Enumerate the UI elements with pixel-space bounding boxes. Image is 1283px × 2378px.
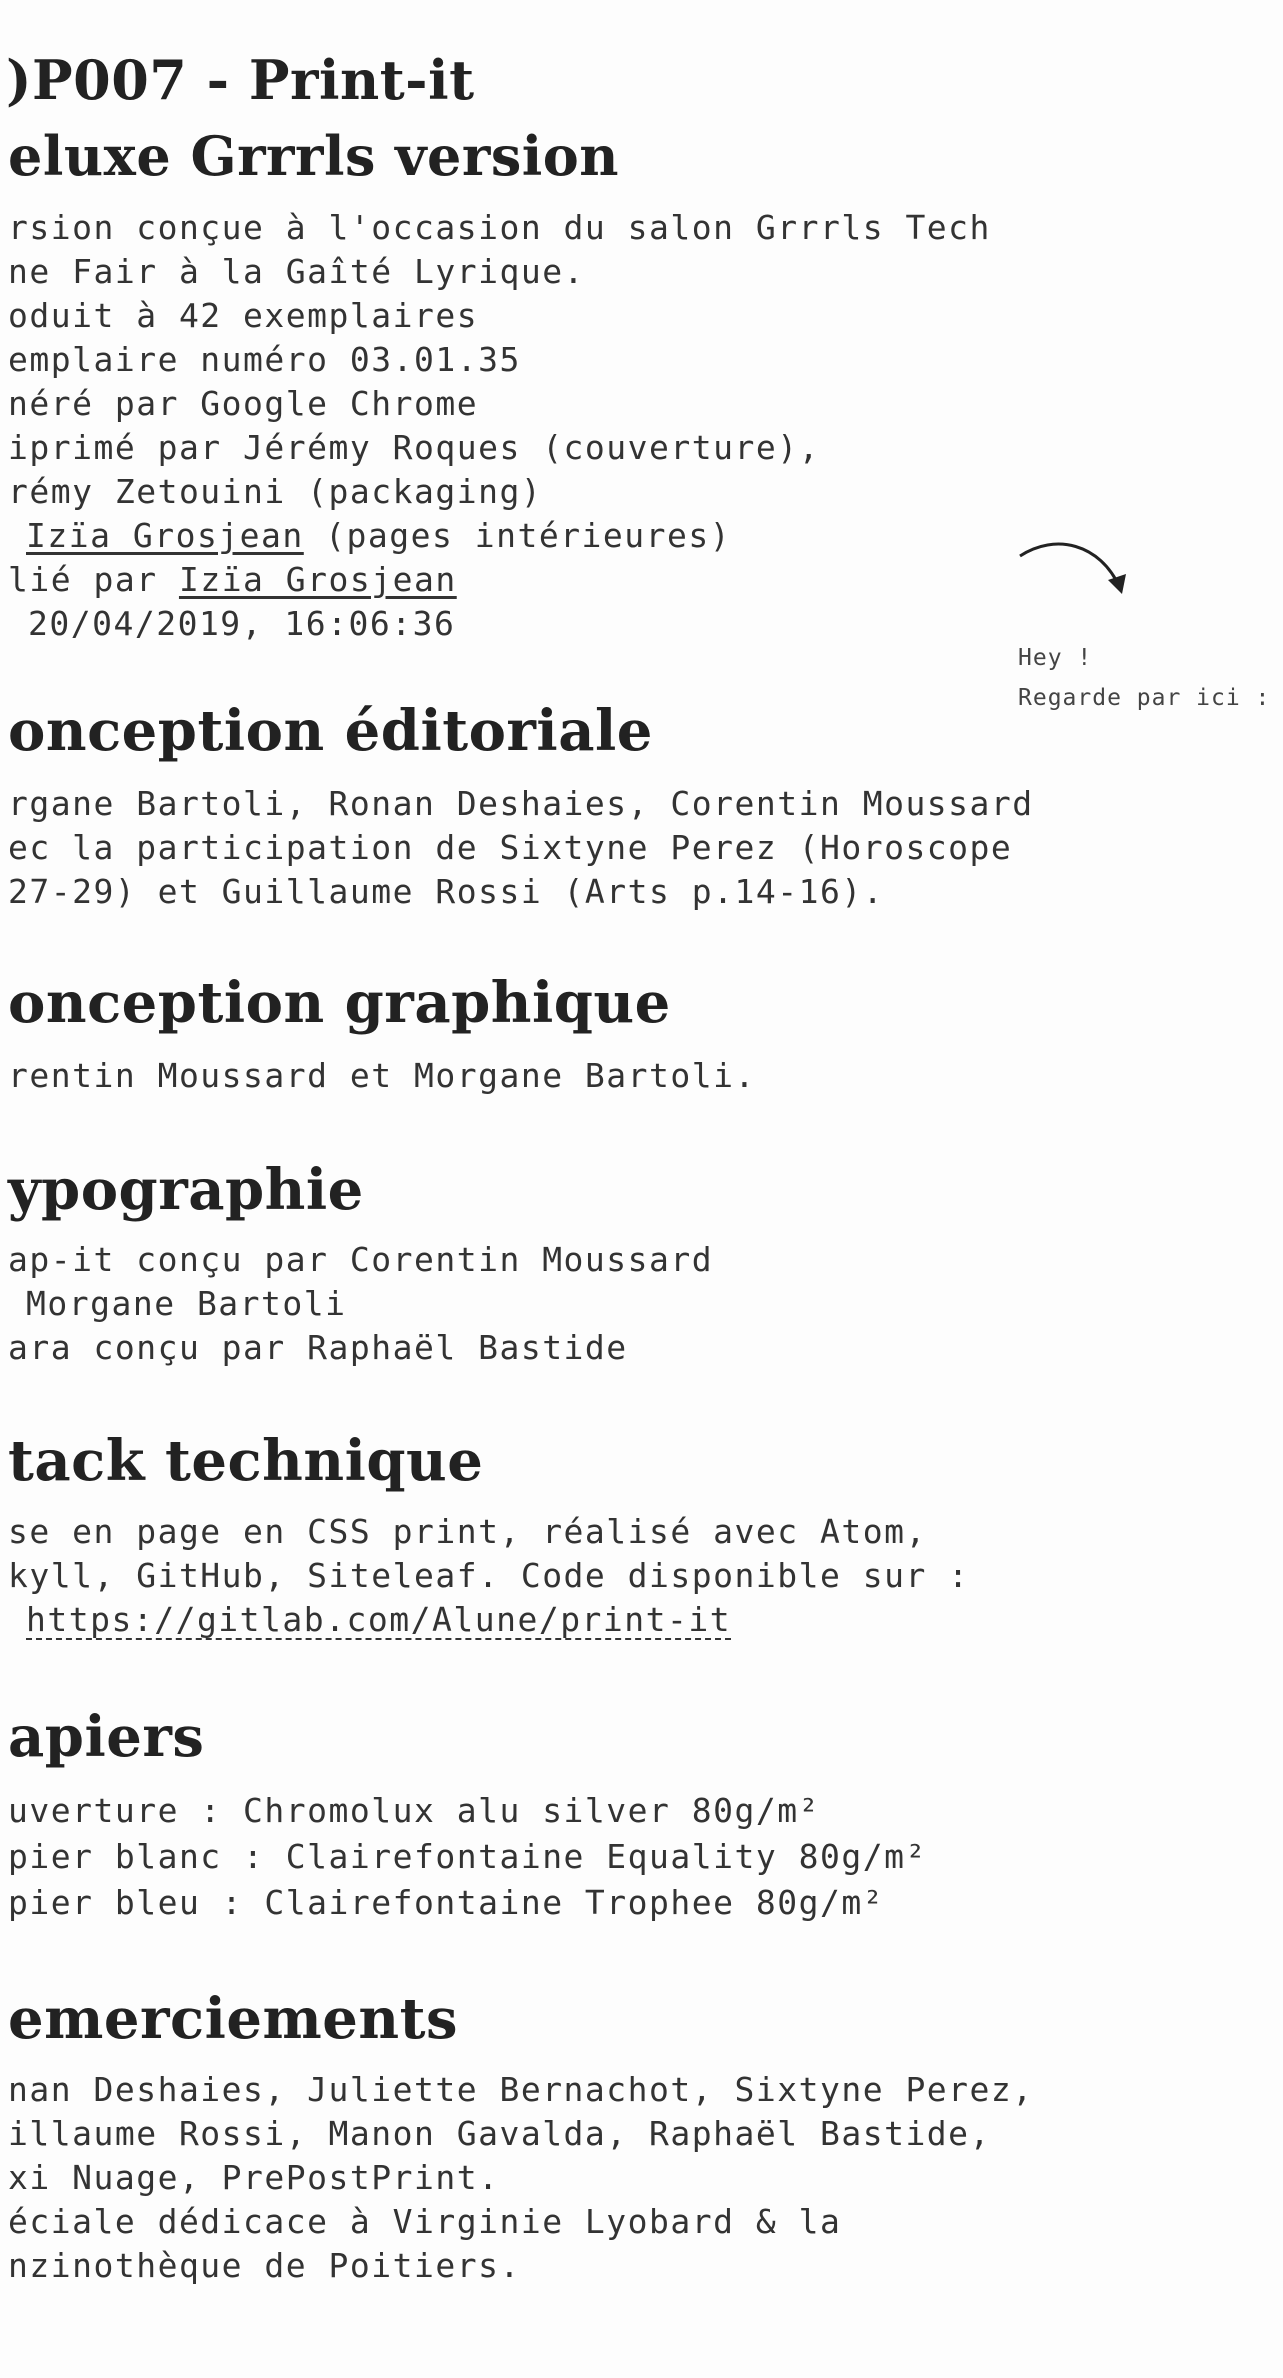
body-line: pier blanc : Clairefontaine Equality 80g/m² <box>8 1837 927 1876</box>
section-title-editoriale: onception éditoriale <box>8 698 653 764</box>
section-title-papiers: apiers <box>8 1704 205 1770</box>
section-title-graphique: onception graphique <box>8 970 671 1036</box>
sidenote <box>1018 638 1270 718</box>
body-line: pier bleu : Clairefontaine Trophee 80g/m² <box>8 1883 885 1922</box>
colophon <box>8 206 991 646</box>
body-line: ap-it conçu par Corentin Moussard <box>8 1240 714 1279</box>
section-body-remerciements <box>8 2068 1034 2288</box>
colophon-line-binder <box>8 558 991 602</box>
body-line: éciale dédicace à Virginie Lyobard & la <box>8 2202 842 2241</box>
section-body-typographie <box>8 1238 713 1370</box>
colophon-line: néré par Google Chrome <box>8 384 479 423</box>
title-line-2: eluxe Grrrls version <box>8 124 620 188</box>
binder-prefix: lié par <box>8 560 179 599</box>
body-line: rentin Moussard et Morgane Bartoli. <box>8 1056 756 1095</box>
body-line: se en page en CSS print, réalisé avec Atom, <box>8 1512 927 1551</box>
colophon-line: rsion conçue à l'occasion du salon Grrrls Tech <box>8 208 991 247</box>
body-line: uverture : Chromolux alu silver 80g/m² <box>8 1791 820 1830</box>
body-line: nan Deshaies, Juliette Bernachot, Sixtyne Perez, <box>8 2070 1034 2109</box>
colophon-date: 20/04/2019, 16:06:36 <box>28 604 456 643</box>
section-body-graphique <box>8 1054 756 1098</box>
body-line: Morgane Bartoli <box>26 1284 347 1323</box>
colophon-line: iprimé par Jérémy Roques (couverture), <box>8 428 820 467</box>
curved-arrow-icon <box>1015 538 1130 608</box>
colophon-line: rémy Zetouini (packaging) <box>8 472 543 511</box>
body-line: ara conçu par Raphaël Bastide <box>8 1328 628 1367</box>
colophon-line: emplaire numéro 03.01.35 <box>8 340 521 379</box>
body-line: 27-29) et Guillaume Rossi (Arts p.14-16). <box>8 872 885 911</box>
body-line: rgane Bartoli, Ronan Deshaies, Corentin Moussard <box>8 784 1034 823</box>
printer-name-link[interactable]: Izïa Grosjean <box>26 516 304 555</box>
colophon-line: oduit à 42 exemplaires <box>8 296 479 335</box>
sidenote-line: Hey ! <box>1018 645 1093 671</box>
body-line: ec la participation de Sixtyne Perez (Horoscope <box>8 828 1013 867</box>
section-title-stack: tack technique <box>8 1428 484 1494</box>
repository-link[interactable]: https://gitlab.com/Alune/print-it <box>26 1600 732 1639</box>
section-title-typographie: ypographie <box>8 1157 364 1223</box>
colophon-line-printer <box>8 514 991 558</box>
section-title-remerciements: emerciements <box>8 1986 459 2052</box>
body-line: nzinothèque de Poitiers. <box>8 2246 521 2285</box>
body-line: xi Nuage, PrePostPrint. <box>8 2158 500 2197</box>
section-body-stack <box>8 1510 970 1642</box>
body-line: illaume Rossi, Manon Gavalda, Raphaël Bastide, <box>8 2114 991 2153</box>
binder-name-link[interactable]: Izïa Grosjean <box>178 560 457 599</box>
sidenote-line: Regarde par ici : <box>1018 685 1271 711</box>
colophon-line: ne Fair à la Gaîté Lyrique. <box>8 252 585 291</box>
section-body-editoriale <box>8 782 1034 914</box>
section-body-papiers <box>8 1788 927 1926</box>
title-line-1: )P007 - Print-it <box>6 48 475 112</box>
body-line: kyll, GitHub, Siteleaf. Code disponible sur : <box>8 1556 970 1595</box>
printer-role: (pages intérieures) <box>303 516 732 555</box>
